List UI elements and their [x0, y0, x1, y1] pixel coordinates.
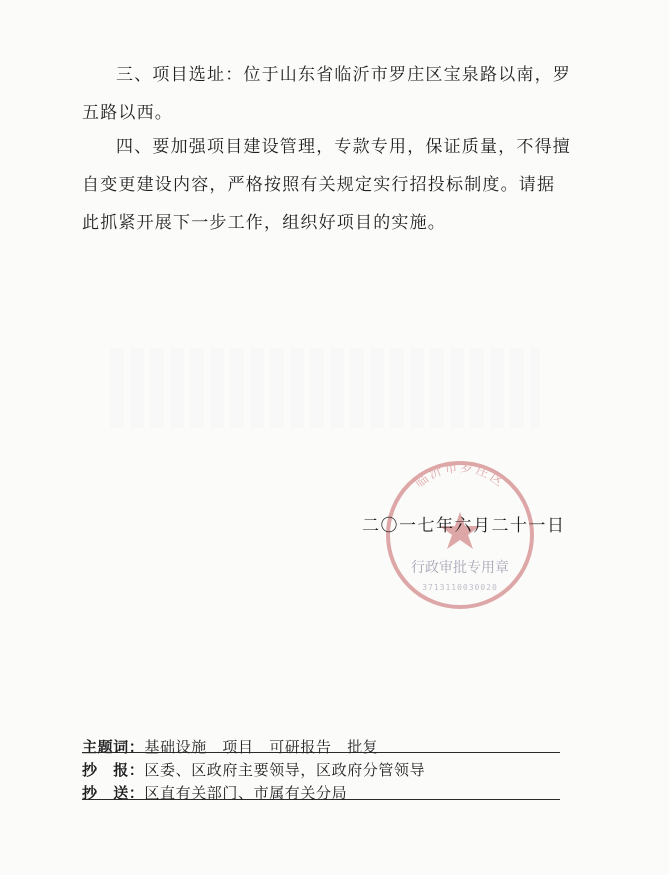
seal-label: 行政审批专用章 [411, 560, 509, 576]
paragraph-project-management: 四、要加强项目建设管理，专款专用，保证质量，不得擅自变更建设内容，严格按照有关规定实行招投标制度。请据此抓紧开展下一步工作，组织好项目的实施。 [82, 137, 571, 233]
svg-text:临沂市罗庄区: 临沂市罗庄区 [412, 460, 508, 492]
footer-top-rule [82, 752, 560, 753]
seal-number: 3713110030020 [422, 583, 498, 592]
document-footer [82, 736, 562, 805]
bleed-through-text [110, 348, 540, 428]
issue-date: 二〇一七年六月二十一日 [362, 516, 566, 536]
report-row [82, 759, 562, 782]
send-row [82, 782, 562, 805]
subject-key: 主题词： [82, 738, 145, 756]
report-value: 区委、区政府主要领导，区政府分管领导 [144, 761, 426, 779]
report-key: 抄 报： [82, 761, 145, 779]
send-value: 区直有关部门、市属有关分局 [144, 784, 348, 802]
subject-value: 基础设施 项目 可研报告 批复 [144, 738, 379, 756]
footer-bottom-rule [82, 799, 560, 800]
subject-row [82, 736, 562, 759]
paragraph-project-location: 三、项目选址：位于山东省临沂市罗庄区宝泉路以南，罗五路以西。 [82, 65, 571, 123]
send-key: 抄 送： [82, 784, 145, 802]
